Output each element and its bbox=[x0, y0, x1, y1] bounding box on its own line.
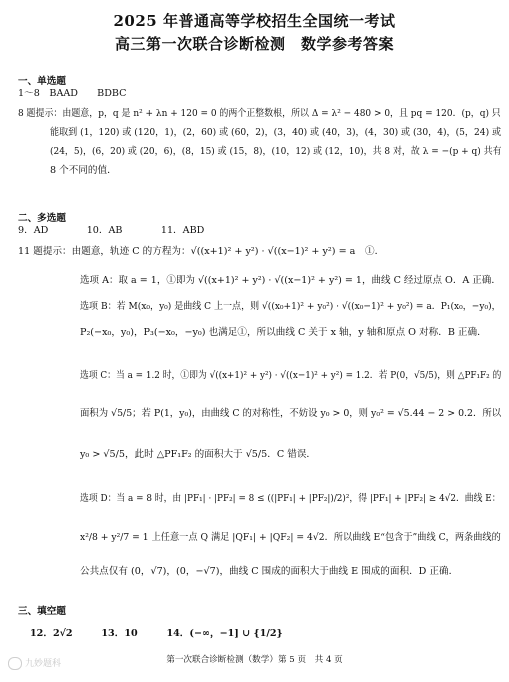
single-choice-answers: 1～8 BAAD BDBC bbox=[18, 88, 127, 99]
q11-option-d: 选项 D：当 a = 8 时，由 |PF₁| · |PF₂| = 8 ≤ ((|PF₁| + |PF₂|)/2)²，得 |PF₁| + |PF₂| ≥ 4√2．曲线 E： bbox=[80, 493, 501, 504]
section-heading-fill-in: 三、填空题 bbox=[18, 606, 66, 617]
q11-option-b-cont: P₂(−x₀，y₀)，P₃(−x₀，−y₀) 也满足①，所以曲线 C 关于 x 轴，y 轴和原点 O 对称．B 正确． bbox=[80, 327, 487, 338]
watermark bbox=[8, 656, 61, 670]
document-subtitle: 高三第一次联合诊断检测 数学参考答案 bbox=[114, 35, 394, 53]
fill-in-answers: 12．2√2 13．10 14．(−∞，−1] ∪ {1/2} bbox=[30, 628, 283, 639]
q8-hint-line: 8 个不同的值． bbox=[50, 165, 117, 176]
document-title: 2025 年普通高等学校招生全国统一考试 bbox=[113, 12, 396, 30]
q11-hint-line: 11 题提示：由题意，轨迹 C 的方程为：√((x+1)² + y²) · √((x−1)² + y²) = a ①． bbox=[18, 246, 385, 257]
q11-option-d-cont: 公共点仅有 (0，√7)，(0，−√7)，曲线 C 围成的面积大于曲线 E 围成的面积．D 正确． bbox=[80, 566, 459, 577]
watermark-text: 九妙题科 bbox=[25, 659, 62, 669]
q11-option-a: 选项 A：取 a = 1，①即为 √((x+1)² + y²) · √((x−1)² + y²) = 1，曲线 C 经过原点 O．A 正确． bbox=[80, 275, 501, 286]
page-footer: 第一次联合诊断检测（数学）第 5 页 共 4 页 bbox=[166, 655, 343, 665]
section-heading-single-choice: 一、单选题 bbox=[18, 76, 66, 87]
q8-hint-line: 能取到 (1，120) 或 (120，1)，(2，60) 或 (60，2)，(3，40) 或 (40，3)，(4，30) 或 (30，4)，(5，24) 或 bbox=[50, 127, 502, 138]
q11-option-c-cont: 面积为 √5/5；若 P(1，y₀)，由曲线 C 的对称性，不妨设 y₀ > 0，则 y₀² = √5.44 − 2 > 0.2．所以 bbox=[80, 408, 502, 419]
q11-option-b: 选项 B：若 M(x₀，y₀) 是曲线 C 上一点，则 √((x₀+1)² + y₀²) · √((x₀−1)² + y₀²) = a．P₁(x₀，−y₀)， bbox=[80, 301, 501, 312]
q11-option-c-cont: y₀ > √5/5，此时 △PF₁F₂ 的面积大于 √5/5．C 错误． bbox=[80, 449, 317, 460]
q8-hint-line: 8 题提示：由题意，p，q 是 n² + λn + 120 = 0 的两个正整数根，所以 Δ = λ² − 480 > 0，且 pq = 120．(p，q) 只 bbox=[18, 108, 501, 119]
q11-option-c: 选项 C：当 a = 1.2 时，①即为 √((x+1)² + y²) · √((x−1)² + y²) = 1.2．若 P(0，√5/5)，则 △PF₁F₂ 的 bbox=[80, 370, 502, 381]
q11-option-d-cont: x²/8 + y²/7 = 1 上任意一点 Q 满足 |QF₁| + |QF₂| = 4√2．所以曲线 E“包含于”曲线 C，两条曲线的 bbox=[80, 532, 501, 543]
section-heading-multi-choice: 二、多选题 bbox=[18, 213, 66, 224]
multi-choice-answers: 9．AD 10．AB 11．ABD bbox=[18, 225, 205, 236]
q8-hint-line: (24，5)，(6，20) 或 (20，6)，(8，15) 或 (15，8)，(10，12) 或 (12，10)，共 8 对，故 λ = −(p + q) 共有 bbox=[50, 146, 502, 157]
watermark-logo-icon bbox=[8, 657, 22, 670]
